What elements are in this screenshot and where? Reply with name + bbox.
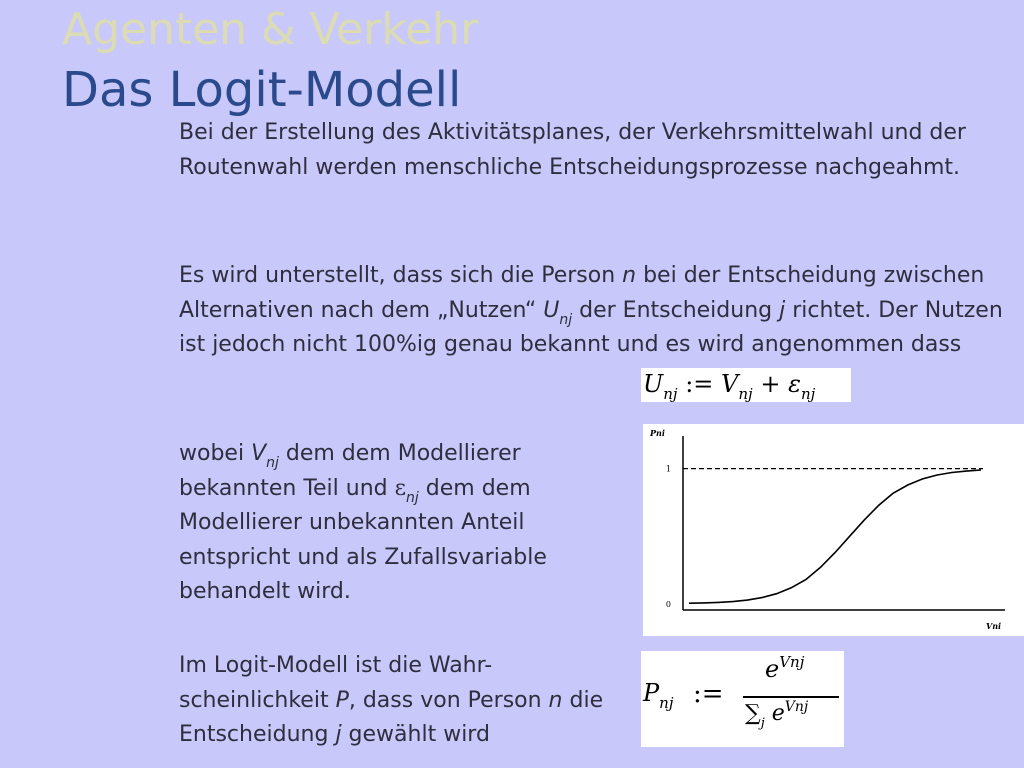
slide-title: Das Logit-Modell: [62, 62, 462, 118]
var-V-subscript: nj: [266, 455, 279, 471]
var-epsilon-subscript: nj: [406, 489, 419, 506]
formula-P-subscript: nj: [659, 694, 674, 712]
sum-index: j: [760, 716, 765, 731]
section-supertitle: Agenten & Verkehr: [62, 4, 479, 55]
formula-U-subscript: nj: [663, 385, 678, 403]
logit-curve-chart: [643, 424, 1024, 636]
assign-operator: :=: [693, 679, 724, 709]
var-U: U: [543, 297, 560, 323]
var-j: j: [779, 297, 786, 323]
text-span: der Entscheidung: [572, 297, 780, 323]
text-span: Im Logit-Modell ist die Wahr-scheinlichkeit: [179, 653, 493, 713]
x-axis-label: Vni: [986, 621, 1002, 631]
var-P: P: [335, 687, 349, 713]
var-V: V: [251, 441, 267, 466]
formula-P: P: [643, 679, 660, 707]
text-span: wobei: [179, 441, 252, 466]
sum-symbol: ∑: [745, 701, 761, 726]
paragraph-components: [179, 437, 629, 610]
text-span: dem dem Modellierer unbekannten Anteil entspricht und als Zufallsvariable behandelt wird.: [179, 475, 547, 604]
fraction-line: [743, 696, 839, 698]
formula-V: V: [721, 370, 739, 398]
numerator-base: e: [765, 655, 780, 683]
formula-numerator: [765, 655, 804, 683]
var-U-subscript: nj: [559, 311, 573, 328]
y-tick-label: 1: [665, 464, 671, 474]
assign-operator: :=: [685, 370, 714, 398]
formula-epsilon: ε: [788, 370, 801, 398]
var-n: n: [548, 687, 563, 713]
paragraph-logit: [179, 649, 629, 753]
denominator-base: e: [771, 701, 785, 726]
text-span: die Entscheidung: [179, 687, 604, 747]
utility-formula: [641, 368, 851, 402]
text-span: , dass von Person: [348, 687, 549, 713]
y-tick-label: 0: [665, 600, 671, 609]
formula-denominator: [745, 699, 809, 731]
denominator-exponent: Vnj: [784, 699, 809, 715]
text-span: dem dem Modellierer bekannten Teil und: [179, 441, 521, 501]
text-span: Es wird unterstellt, dass sich die Person: [179, 263, 623, 288]
paragraph-utility: [179, 259, 1019, 363]
y-axis-label: Pni: [650, 428, 665, 438]
var-n: n: [622, 263, 637, 288]
text-span: bei der Entscheidung zwischen Alternativen nach dem „Nutzen“: [179, 263, 985, 323]
paragraph-intro-text: Bei der Erstellung des Aktivitätsplanes, der Verkehrsmittelwahl und der Routenwahl werden menschliche Entscheidungsprozesse nachgeahmt.: [179, 120, 966, 180]
var-epsilon: ε: [394, 475, 407, 501]
plus-operator: +: [760, 370, 781, 398]
logit-formula: [641, 651, 844, 747]
logistic-curve: [689, 470, 981, 603]
formula-epsilon-subscript: nj: [800, 385, 816, 403]
formula-U: U: [643, 370, 664, 398]
formula-V-subscript: nj: [738, 385, 753, 403]
text-span: richtet. Der Nutzen ist jedoch nicht 100%ig genau bekannt und es wird angenommen dass: [179, 297, 1003, 357]
var-j: j: [335, 722, 342, 747]
paragraph-intro: [179, 116, 1009, 185]
logit-curve-svg: [643, 424, 1024, 636]
numerator-exponent: Vnj: [779, 653, 805, 671]
text-span: gewählt wird: [341, 722, 490, 747]
